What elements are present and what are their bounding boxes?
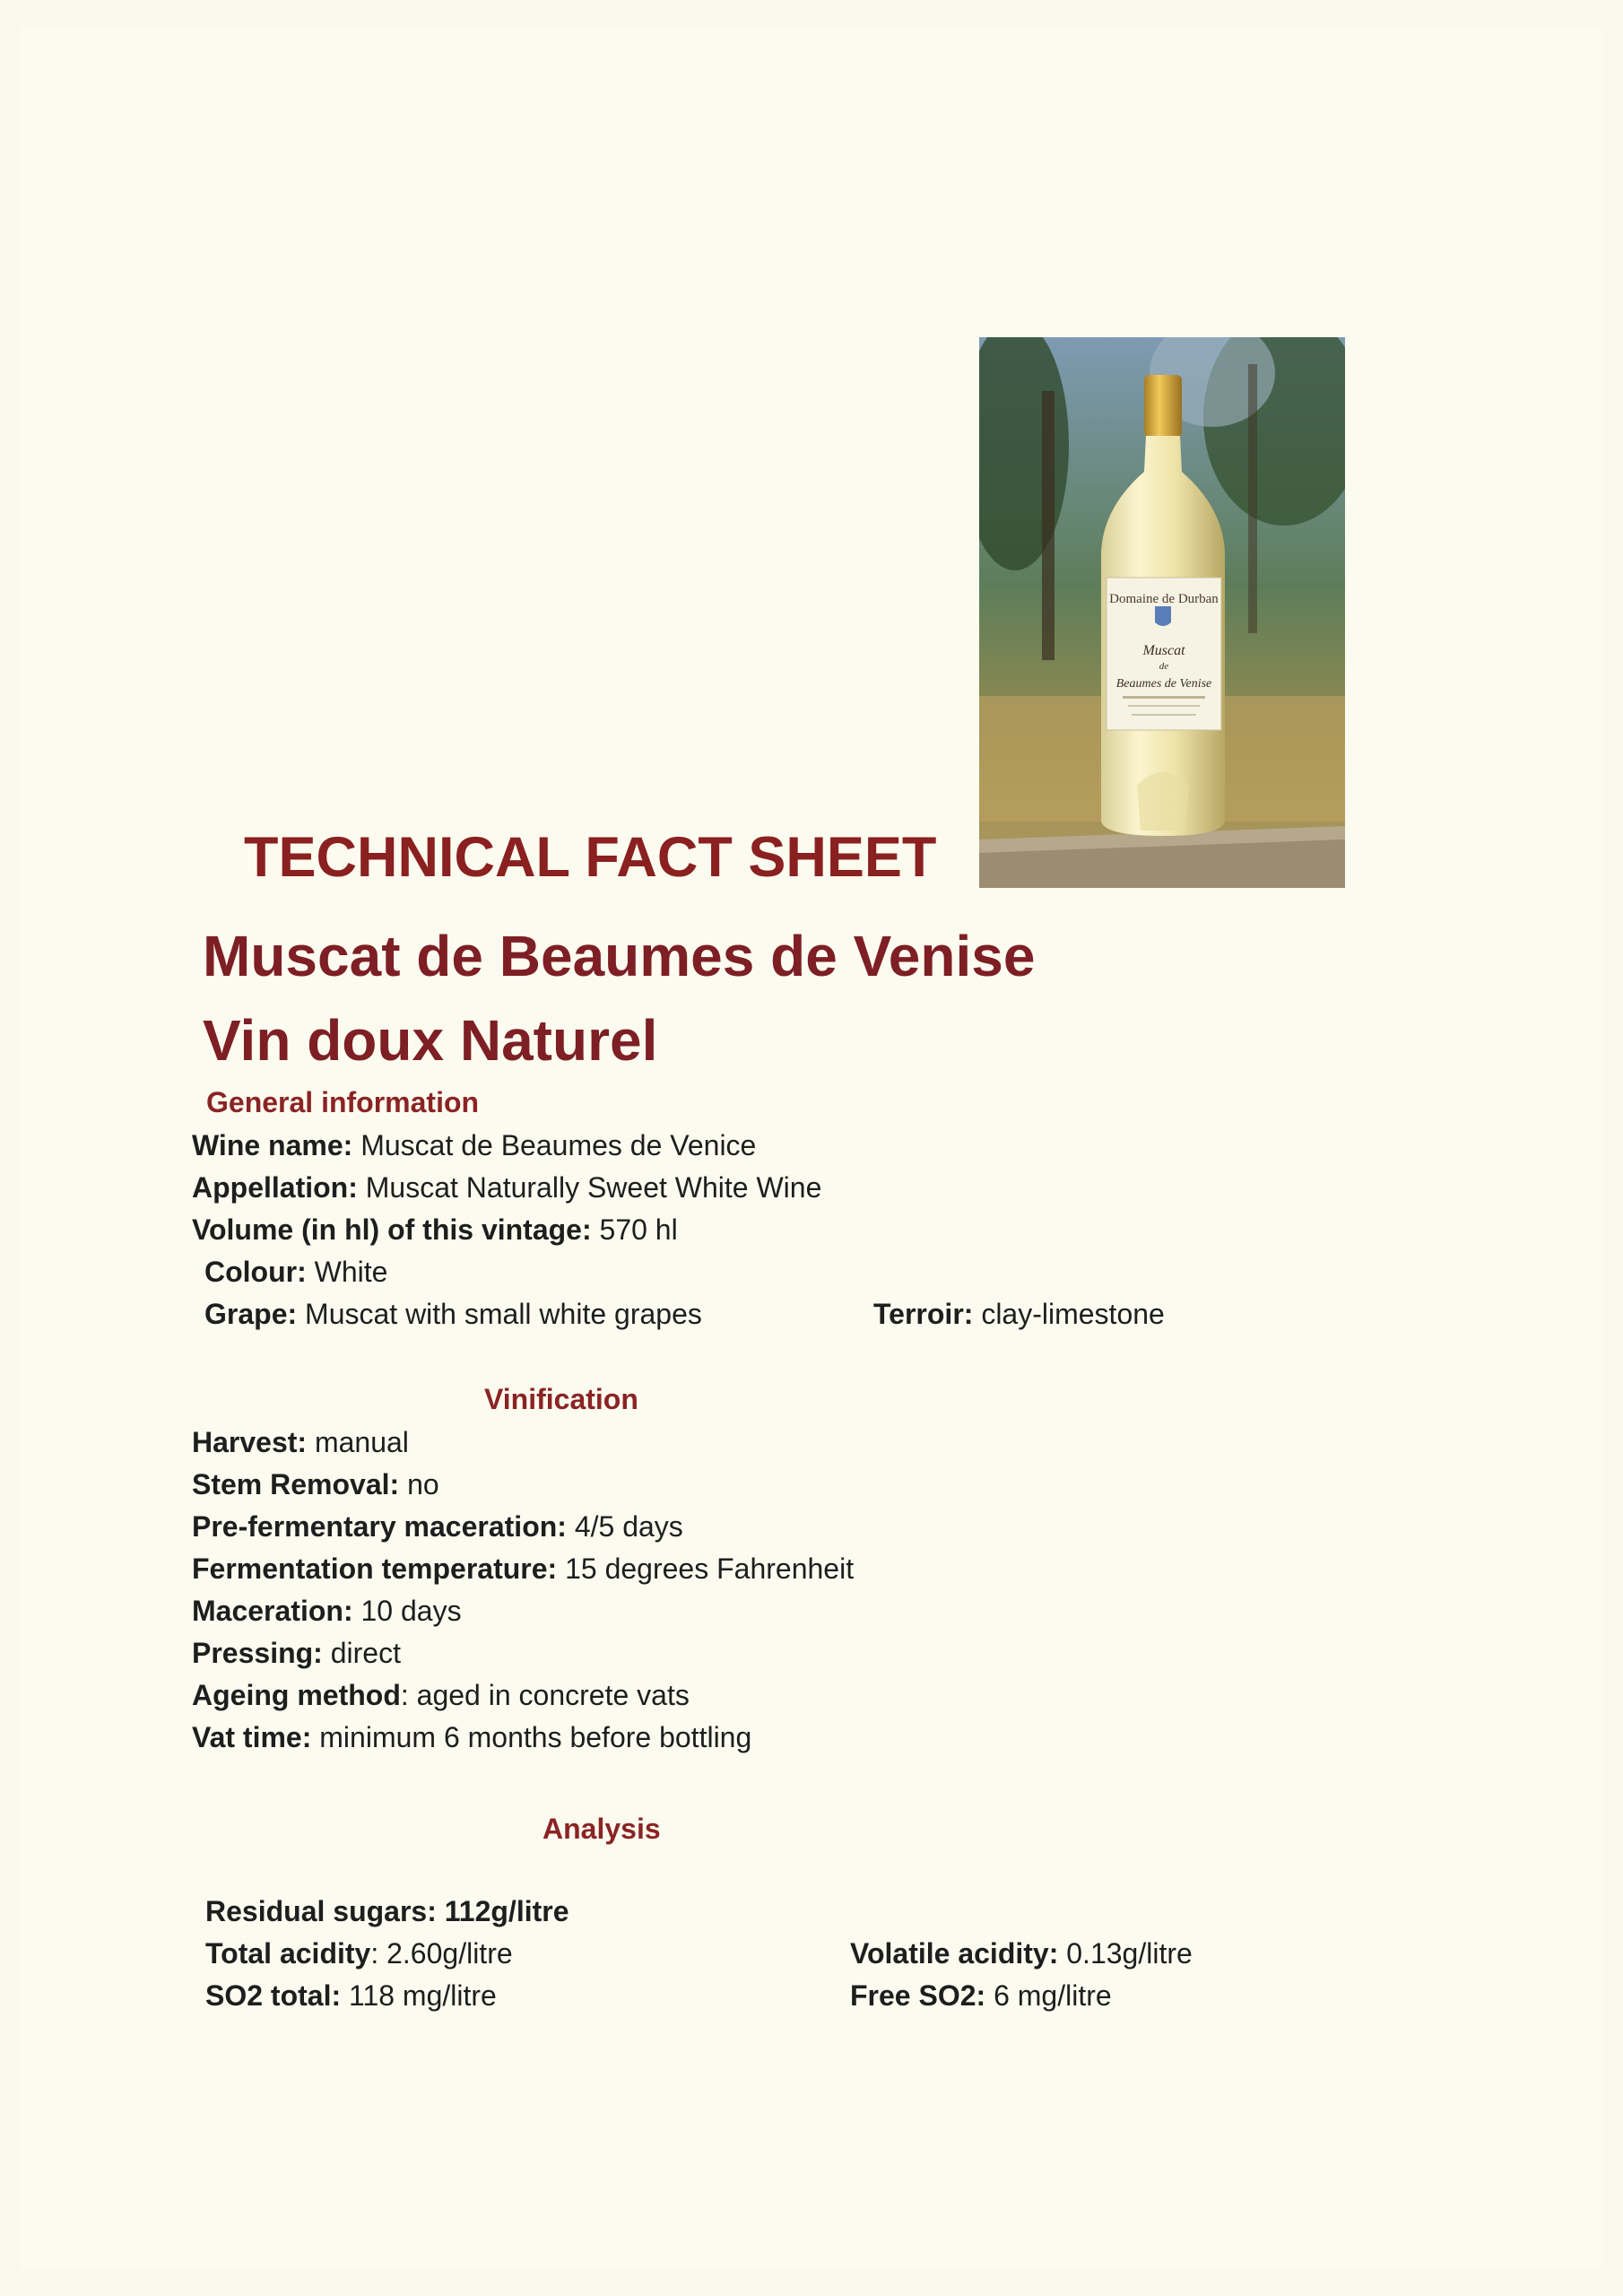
general-information-heading: General information [206, 1086, 480, 1118]
wine-type-heading: Vin doux Naturel [203, 1008, 658, 1073]
bottle-label-appellation: Beaumes de Venise [1115, 677, 1212, 691]
harvest-value: manual [307, 1426, 409, 1458]
bottle-label-estate: Domaine de Durban [1109, 592, 1219, 606]
so2-total-row [205, 1981, 497, 2010]
volume-row [192, 1215, 678, 1244]
stem-removal-value: no [399, 1468, 439, 1500]
volume-label: Volume (in hl) of this vintage: [192, 1213, 592, 1246]
so2-total-label: SO2 total: [205, 1979, 342, 2012]
vinification-heading: Vinification [484, 1383, 638, 1415]
wine-bottle-image [979, 337, 1345, 888]
ageing-label: Ageing method [192, 1679, 401, 1711]
volatile-acidity-value: 0.13g/litre [1058, 1937, 1193, 1970]
pressing-label: Pressing: [192, 1637, 323, 1669]
pressing-row [192, 1639, 401, 1667]
grape-label: Grape: [204, 1298, 298, 1330]
so2-total-value: 118 mg/litre [341, 1979, 497, 2012]
fermentation-label: Fermentation temperature: [192, 1552, 558, 1585]
pressing-value: direct [322, 1637, 401, 1669]
volume-value: 570 hl [591, 1213, 678, 1246]
harvest-label: Harvest: [192, 1426, 308, 1458]
vat-time-row [192, 1723, 751, 1752]
fermentation-value: 15 degrees Fahrenheit [557, 1552, 855, 1585]
harvest-row [192, 1428, 409, 1457]
terroir-value: clay-limestone [973, 1298, 1165, 1330]
total-acidity-value: : 2.60g/litre [370, 1937, 513, 1970]
stem-removal-label: Stem Removal: [192, 1468, 400, 1500]
appellation-label: Appellation: [192, 1171, 358, 1204]
grape-value: Muscat with small white grapes [297, 1298, 702, 1330]
volatile-acidity-row [850, 1939, 1193, 1968]
stem-removal-row [192, 1470, 439, 1499]
fermentation-row [192, 1554, 854, 1583]
wine-name-label: Wine name: [192, 1129, 353, 1161]
wine-name-heading: Muscat de Beaumes de Venise [203, 924, 1036, 988]
prefermentary-value: 4/5 days [566, 1510, 683, 1543]
analysis-heading: Analysis [542, 1813, 661, 1845]
ageing-value: : aged in concrete vats [400, 1679, 690, 1711]
vat-time-value: minimum 6 months before bottling [311, 1721, 752, 1753]
colour-row [204, 1257, 387, 1286]
bottle-label-de: de [1159, 661, 1169, 672]
residual-sugars-label: Residual sugars: [205, 1895, 437, 1927]
wine-bottle-photo [979, 337, 1345, 888]
maceration-label: Maceration: [192, 1595, 353, 1627]
volatile-acidity-label: Volatile acidity: [850, 1937, 1059, 1970]
ageing-row [192, 1681, 690, 1709]
appellation-row [192, 1173, 821, 1202]
terroir-row [873, 1300, 1165, 1328]
free-so2-row [850, 1981, 1112, 2010]
grape-row [204, 1300, 702, 1328]
total-acidity-row [205, 1939, 513, 1968]
maceration-row [192, 1596, 462, 1625]
residual-sugars-value: 112g/litre [436, 1895, 569, 1927]
vat-time-label: Vat time: [192, 1721, 312, 1753]
colour-label: Colour: [204, 1256, 307, 1288]
appellation-value: Muscat Naturally Sweet White Wine [357, 1171, 822, 1204]
bottle-label-muscat: Muscat [1142, 643, 1185, 658]
wine-name-row [192, 1131, 756, 1160]
terroir-label: Terroir: [873, 1298, 974, 1330]
free-so2-label: Free SO2: [850, 1979, 986, 2012]
maceration-value: 10 days [352, 1595, 462, 1627]
total-acidity-label: Total acidity [205, 1937, 371, 1970]
page-title: TECHNICAL FACT SHEET [244, 826, 937, 889]
wine-name-value: Muscat de Beaumes de Venice [352, 1129, 757, 1161]
prefermentary-label: Pre-fermentary maceration: [192, 1510, 567, 1543]
free-so2-value: 6 mg/litre [985, 1979, 1112, 2012]
colour-value: White [306, 1256, 388, 1288]
prefermentary-row [192, 1512, 683, 1541]
residual-sugars-row [205, 1897, 569, 1926]
